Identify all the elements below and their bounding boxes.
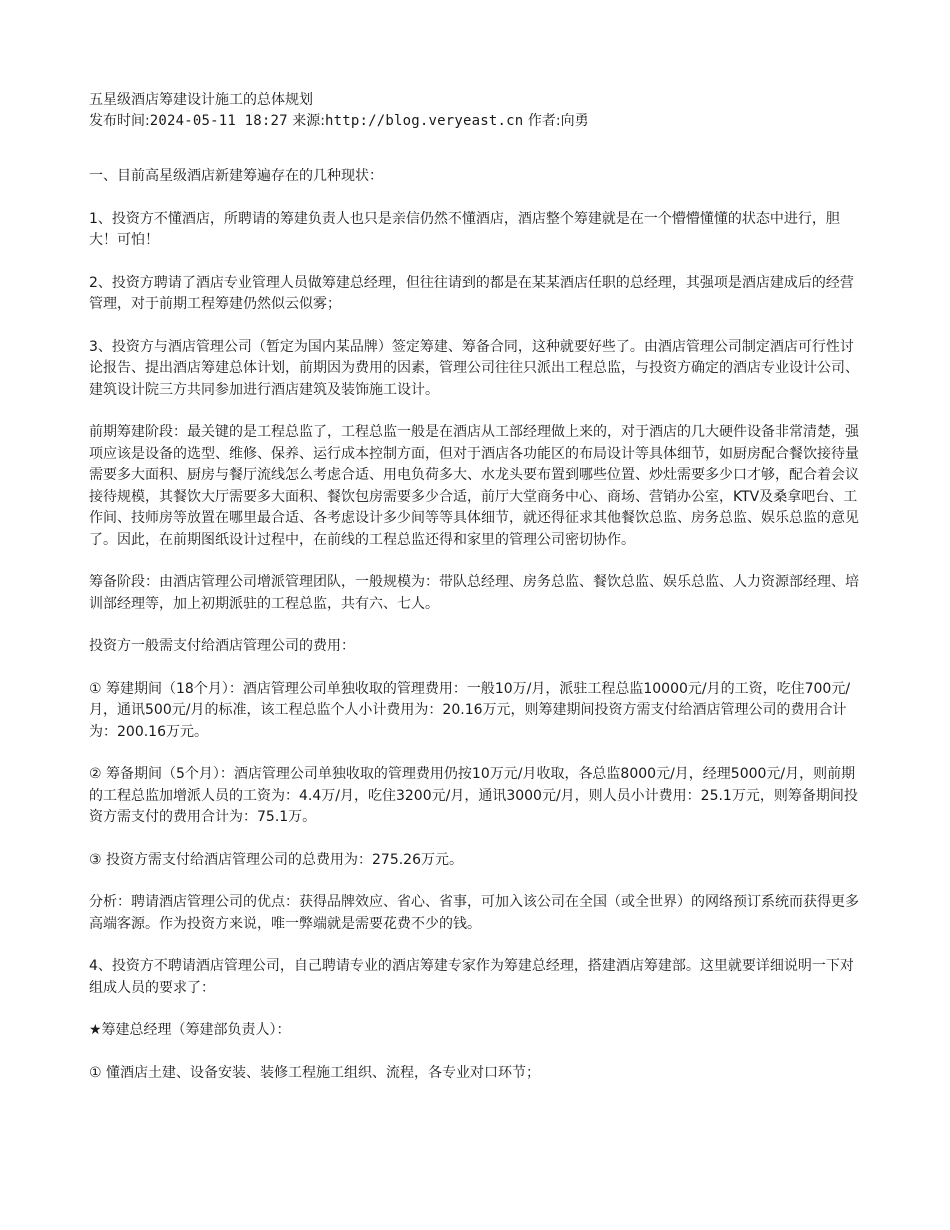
- paragraph: 1、投资方不懂酒店，所聘请的筹建负责人也只是亲信仍然不懂酒店，酒店整个筹建就是在一个懵懵懂懂的状态中进行，胆大！可怕！: [89, 210, 840, 248]
- paragraph: 前期筹建阶段：最关键的是工程总监了，工程总监一般是在酒店从工部经理做上来的，对于酒店的几大硬件设备非常清楚，强项应该是设备的选型、维修、保养、运行成本控制方面，但对于酒店各功能区的布局设计等具体细节，如厨房配合餐饮接待量需要多大面积、厨房与餐厅流线怎么考虑合适、用电负荷多大、水龙头要布置到哪些位置、炒灶需要多少口才够，配合着会议接待规模，其餐饮大厅需要多大面积、餐饮包房需要多少合适，前厅大堂商务中心、商场、营销办公室，KTV及桑拿吧台、工作间、技师房等放置在哪里最合适、各考虑设计多少间等等具体细节，就还得征求其他餐饮总监、房务总监、娱乐总监的意见了。因此，在前期图纸设计过程中，在前线的工程总监还得和家里的管理公司密切协作。: [89, 424, 859, 548]
- paragraph: ③ 投资方需支付给酒店管理公司的总费用为：275.26万元。: [89, 851, 463, 868]
- paragraph: 筹备阶段：由酒店管理公司增派管理团队，一般规模为：带队总经理、房务总监、餐饮总监、娱乐总监、人力资源部经理、培训部经理等，加上初期派驻的工程总监，共有六、七人。: [89, 574, 859, 612]
- paragraph: 2、投资方聘请了酒店专业管理人员做筹建总经理，但往往请到的都是在某某酒店任职的总经理，其强项是酒店建成后的经营管理，对于前期工程筹建仍然似云似雾；: [89, 274, 854, 312]
- source-label: 来源:: [292, 113, 325, 129]
- paragraph: ② 筹备期间（5个月）：酒店管理公司单独收取的管理费用仍按10万元/月收取，各总监8000元/月，经理5000元/月，则前期的工程总监加增派人员的工资为：4.4万/月，吃住3200元/月，通讯3000元/月，则人员小计费用：25.1万元，则筹备期间投资方需支付的费用合计为：75.1万。: [89, 766, 858, 825]
- article-title: 五星级酒店筹建设计施工的总体规划: [89, 92, 313, 108]
- paragraph: 投资方一般需支付给酒店管理公司的费用：: [89, 638, 355, 654]
- paragraph: 分析：聘请酒店管理公司的优点：获得品牌效应、省心、省事，可加入该公司在全国（或全世界）的网络预订系统而获得更多高端客源。作为投资方来说，唯一弊端就是需要花费不少的钱。: [89, 894, 859, 932]
- author-value: 向勇: [560, 113, 589, 129]
- published-label: 发布时间:: [89, 113, 150, 129]
- paragraph: ① 筹建期间（18个月）：酒店管理公司单独收取的管理费用：一般10万/月，派驻工程总监10000元/月的工资，吃住700元/月，通讯500元/月的标准，该工程总监个人小计费用为：20.16万元，则筹建期间投资方需支付给酒店管理公司的费用合计为：200.16万元。: [89, 680, 851, 740]
- paragraph: ★筹建总经理（筹建部负责人）：: [89, 1022, 291, 1038]
- article-meta: [89, 110, 864, 132]
- paragraph: 3、投资方与酒店管理公司（暂定为国内某品牌）签定筹建、筹备合同，这种就要好些了。由酒店管理公司制定酒店可行性讨论报告、提出酒店筹建总体计划，前期因为费用的因素，管理公司往往只派出工程总监，与投资方确定的酒店专业设计公司、建筑设计院三方共同参加进行酒店建筑及装饰施工设计。: [89, 338, 859, 398]
- article: [89, 90, 864, 1105]
- paragraph: ① 懂酒店土建、设备安装、装修工程施工组织、流程，各专业对口环节；: [89, 1064, 540, 1081]
- source-value: http://blog.veryeast.cn: [324, 113, 524, 129]
- author-label: 作者:: [527, 113, 561, 129]
- published-value: 2024-05-11 18:27: [149, 113, 288, 129]
- paragraph: 4、投资方不聘请酒店管理公司，自己聘请专业的酒店筹建专家作为筹建总经理，搭建酒店筹建部。这里就要详细说明一下对组成人员的要求了：: [89, 958, 854, 996]
- section-heading: 一、目前高星级酒店新建筹遍存在的几种现状：: [89, 168, 383, 184]
